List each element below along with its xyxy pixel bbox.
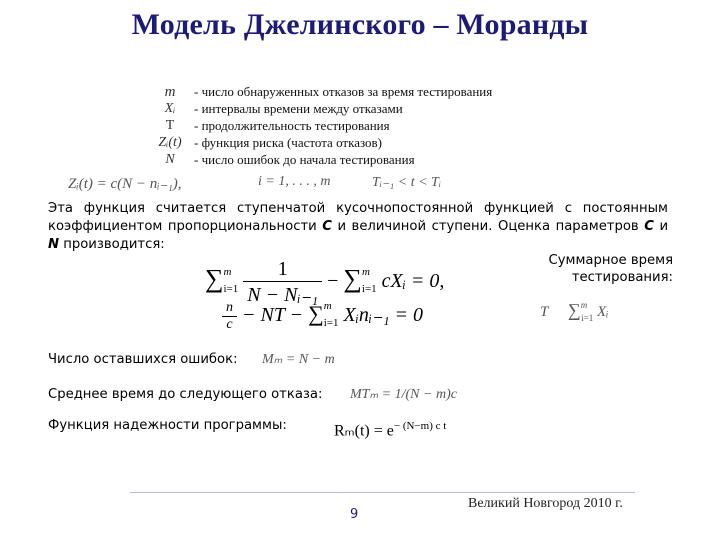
sum-lower: i=1 <box>323 317 339 330</box>
remaining-errors-label: Число оставшихся ошибок: <box>48 352 238 367</box>
legend-description: - интервалы времени между отказами <box>194 101 403 116</box>
legend-symbol: T <box>165 118 175 133</box>
sum-upper: m <box>580 300 588 310</box>
legend-description: - число ошибок до начала тестирования <box>194 152 415 167</box>
reliability-exponent: − (N−m) c t <box>393 420 447 432</box>
fraction-numerator: 1 <box>277 258 288 280</box>
coefficient-n: N <box>48 237 60 252</box>
slide-title: Модель Джелинского – Моранды <box>131 8 589 41</box>
sum-symbol: ∑ <box>567 300 581 320</box>
mean-time-formula: MTₘ = 1/(N − m)c <box>350 387 457 402</box>
coefficient-c: C <box>644 219 654 234</box>
equation-term: Xᵢnᵢ₋₁ = 0 <box>343 304 424 327</box>
paragraph-text: и величиной ступени. Оценка параметров <box>331 219 645 234</box>
sum-upper: m <box>323 300 332 313</box>
sum-symbol: ∑ <box>308 301 324 327</box>
legend-description: - число обнаруженных отказов за время тестирования <box>194 84 493 99</box>
page-number: 9 <box>350 507 359 522</box>
index-range: i = 1, . . . , m <box>258 174 331 189</box>
equation-middle: − NT − <box>242 304 304 327</box>
sum-symbol: ∑ <box>343 264 362 294</box>
legend-symbol: m <box>164 84 176 100</box>
sum-upper: m <box>223 266 232 279</box>
fraction-numerator: n <box>226 300 233 315</box>
total-time-formula <box>540 300 609 323</box>
mean-time-label: Среднее время до следующего отказа: <box>48 387 323 402</box>
sum-lower: i=1 <box>581 313 594 323</box>
remaining-errors-formula: Mₘ = N − m <box>262 352 335 367</box>
sum-symbol: ∑ <box>205 264 224 294</box>
legend-symbol: Zᵢ(t) <box>158 135 182 150</box>
total-time-symbol: T <box>540 304 549 320</box>
fraction <box>222 300 237 333</box>
hazard-formula: Zᵢ(t) = c(N − nᵢ₋₁), <box>68 176 182 192</box>
time-interval: Tᵢ₋₁ < t < Tᵢ <box>372 175 442 190</box>
legend-symbol: N <box>165 152 175 167</box>
legend-symbol: Xᵢ <box>164 101 176 116</box>
fraction-denominator: c <box>222 316 237 333</box>
equation-term: cXᵢ = 0, <box>381 270 445 293</box>
interval-term: Xᵢ <box>597 304 609 320</box>
legend-symbols <box>150 84 190 169</box>
sum-upper: m <box>361 266 370 279</box>
description-paragraph <box>48 200 668 254</box>
coefficient-c: C <box>322 219 332 234</box>
reliability-lhs: Rₘ(t) = e <box>334 422 394 440</box>
footer-caption: Великий Новгород 2010 г. <box>468 496 623 511</box>
sum-lower: i=1 <box>361 283 377 296</box>
sum-lower: i=1 <box>223 283 239 296</box>
total-time-label: Суммарное время тестирования: <box>548 253 673 285</box>
legend-description: - продолжительность тестирования <box>194 118 390 133</box>
fraction-denominator: N − Nᵢ₋₁ <box>243 281 322 307</box>
footer-divider <box>130 492 635 493</box>
legend-description: - функция риска (частота отказов) <box>194 135 382 150</box>
minus-sign: − <box>327 270 339 293</box>
reliability-formula <box>334 420 446 440</box>
paragraph-text: Эта функция считается ступенчатой кусочнопостоянной функцией с постоянным коэффициентом пропорциональности <box>48 201 668 234</box>
legend-descriptions <box>194 84 492 169</box>
paragraph-text: и <box>653 219 669 234</box>
reliability-label: Функция надежности программы: <box>48 418 287 433</box>
paragraph-text: производится: <box>59 237 165 252</box>
estimation-equation-2 <box>222 300 423 333</box>
